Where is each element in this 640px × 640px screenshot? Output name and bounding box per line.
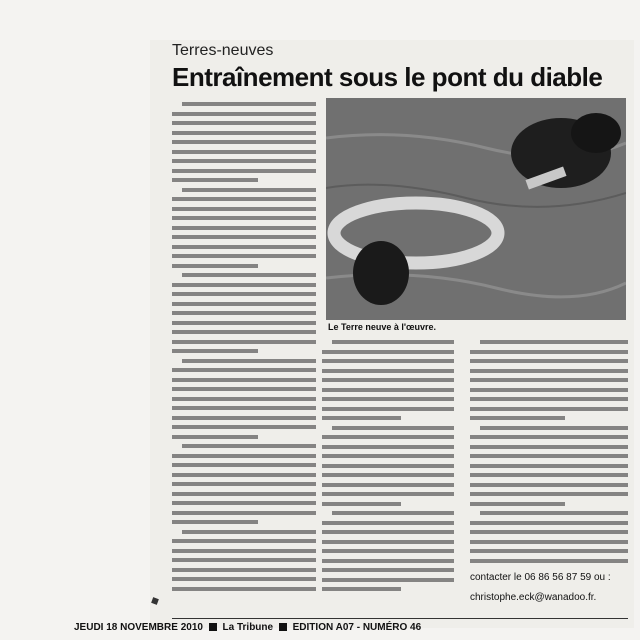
text-line-placeholder: [470, 473, 628, 477]
text-line-placeholder: [172, 264, 258, 268]
text-line-placeholder: [172, 340, 316, 344]
text-line-placeholder: [182, 530, 316, 534]
text-line-placeholder: [172, 397, 316, 401]
text-line-placeholder: [172, 283, 316, 287]
square-bullet-icon: [279, 623, 287, 631]
text-line-placeholder: [172, 520, 258, 524]
dog-with-lifebuoy-image: [326, 98, 626, 320]
text-line-placeholder: [172, 492, 316, 496]
text-line-placeholder: [470, 407, 628, 411]
text-line-placeholder: [470, 435, 628, 439]
text-line-placeholder: [322, 502, 401, 506]
text-line-placeholder: [182, 359, 316, 363]
photo-caption: Le Terre neuve à l'œuvre.: [328, 322, 437, 332]
contact-email: christophe.eck@wanadoo.fr.: [470, 592, 597, 603]
text-line-placeholder: [332, 340, 454, 344]
text-line-placeholder: [172, 197, 316, 201]
text-line-placeholder: [182, 273, 316, 277]
article-column-1: [172, 102, 316, 612]
text-line-placeholder: [182, 444, 316, 448]
text-line-placeholder: [470, 350, 628, 354]
text-line-placeholder: [470, 464, 628, 468]
rubric-label: Terres-neuves: [172, 42, 274, 59]
text-line-placeholder: [172, 121, 316, 125]
text-line-placeholder: [172, 330, 316, 334]
text-line-placeholder: [172, 311, 316, 315]
text-line-placeholder: [172, 558, 316, 562]
footer-edition: EDITION A07 - NUMÉRO 46: [292, 622, 422, 633]
text-line-placeholder: [322, 464, 454, 468]
text-line-placeholder: [172, 587, 316, 591]
text-line-placeholder: [172, 511, 316, 515]
text-line-placeholder: [480, 426, 628, 430]
text-line-placeholder: [182, 102, 316, 106]
text-line-placeholder: [172, 368, 316, 372]
text-line-placeholder: [332, 511, 454, 515]
text-line-placeholder: [172, 207, 316, 211]
text-line-placeholder: [470, 454, 628, 458]
text-line-placeholder: [172, 463, 316, 467]
text-line-placeholder: [172, 425, 316, 429]
text-line-placeholder: [172, 435, 258, 439]
text-line-placeholder: [172, 159, 316, 163]
text-line-placeholder: [172, 131, 316, 135]
text-line-placeholder: [470, 416, 565, 420]
text-line-placeholder: [322, 407, 454, 411]
text-line-placeholder: [172, 178, 258, 182]
text-line-placeholder: [470, 483, 628, 487]
text-line-placeholder: [172, 539, 316, 543]
text-line-placeholder: [322, 454, 454, 458]
footer-paper-name: La Tribune: [222, 622, 274, 633]
text-line-placeholder: [172, 254, 316, 258]
text-line-placeholder: [172, 150, 316, 154]
text-line-placeholder: [322, 359, 454, 363]
text-line-placeholder: [322, 521, 454, 525]
contact-phone: contacter le 06 86 56 87 59 ou :: [470, 572, 611, 583]
text-line-placeholder: [172, 169, 316, 173]
text-line-placeholder: [480, 511, 628, 515]
text-line-placeholder: [332, 426, 454, 430]
text-line-placeholder: [470, 549, 628, 553]
text-line-placeholder: [172, 226, 316, 230]
text-line-placeholder: [172, 349, 258, 353]
text-line-placeholder: [322, 549, 454, 553]
text-line-placeholder: [322, 540, 454, 544]
text-line-placeholder: [322, 397, 454, 401]
text-line-placeholder: [172, 245, 316, 249]
text-line-placeholder: [322, 530, 454, 534]
text-line-placeholder: [480, 340, 628, 344]
text-line-placeholder: [172, 235, 316, 239]
text-line-placeholder: [470, 559, 628, 563]
text-line-placeholder: [470, 530, 628, 534]
text-line-placeholder: [322, 445, 454, 449]
text-line-placeholder: [322, 587, 401, 591]
text-line-placeholder: [322, 388, 454, 392]
text-line-placeholder: [172, 406, 316, 410]
text-line-placeholder: [322, 473, 454, 477]
article-column-2: [322, 340, 454, 612]
text-line-placeholder: [322, 350, 454, 354]
text-line-placeholder: [322, 378, 454, 382]
text-line-placeholder: [322, 369, 454, 373]
text-line-placeholder: [322, 559, 454, 563]
text-line-placeholder: [172, 387, 316, 391]
text-line-placeholder: [470, 388, 628, 392]
text-line-placeholder: [470, 492, 628, 496]
footer: [74, 622, 421, 633]
footer-date: JEUDI 18 NOVEMBRE 2010: [74, 622, 203, 633]
text-line-placeholder: [172, 302, 316, 306]
text-line-placeholder: [322, 492, 454, 496]
text-line-placeholder: [172, 454, 316, 458]
text-line-placeholder: [470, 397, 628, 401]
text-line-placeholder: [172, 473, 316, 477]
text-line-placeholder: [172, 112, 316, 116]
text-line-placeholder: [322, 483, 454, 487]
text-line-placeholder: [470, 359, 628, 363]
square-bullet-icon: [209, 623, 217, 631]
article-column-3: [470, 340, 628, 580]
text-line-placeholder: [172, 577, 316, 581]
footer-rule: [172, 618, 628, 619]
text-line-placeholder: [470, 445, 628, 449]
text-line-placeholder: [172, 216, 316, 220]
text-line-placeholder: [172, 292, 316, 296]
text-line-placeholder: [182, 188, 316, 192]
text-line-placeholder: [172, 482, 316, 486]
text-line-placeholder: [172, 378, 316, 382]
text-line-placeholder: [322, 435, 454, 439]
text-line-placeholder: [470, 378, 628, 382]
article-photo: [326, 98, 626, 320]
text-line-placeholder: [322, 568, 454, 572]
headline: Entraînement sous le pont du diable: [172, 62, 603, 92]
text-line-placeholder: [172, 501, 316, 505]
text-line-placeholder: [470, 540, 628, 544]
text-line-placeholder: [470, 369, 628, 373]
text-line-placeholder: [470, 502, 565, 506]
text-line-placeholder: [172, 416, 316, 420]
text-line-placeholder: [172, 140, 316, 144]
text-line-placeholder: [322, 416, 401, 420]
text-line-placeholder: [172, 321, 316, 325]
text-line-placeholder: [172, 568, 316, 572]
text-line-placeholder: [172, 549, 316, 553]
text-line-placeholder: [470, 521, 628, 525]
text-line-placeholder: [322, 578, 454, 582]
